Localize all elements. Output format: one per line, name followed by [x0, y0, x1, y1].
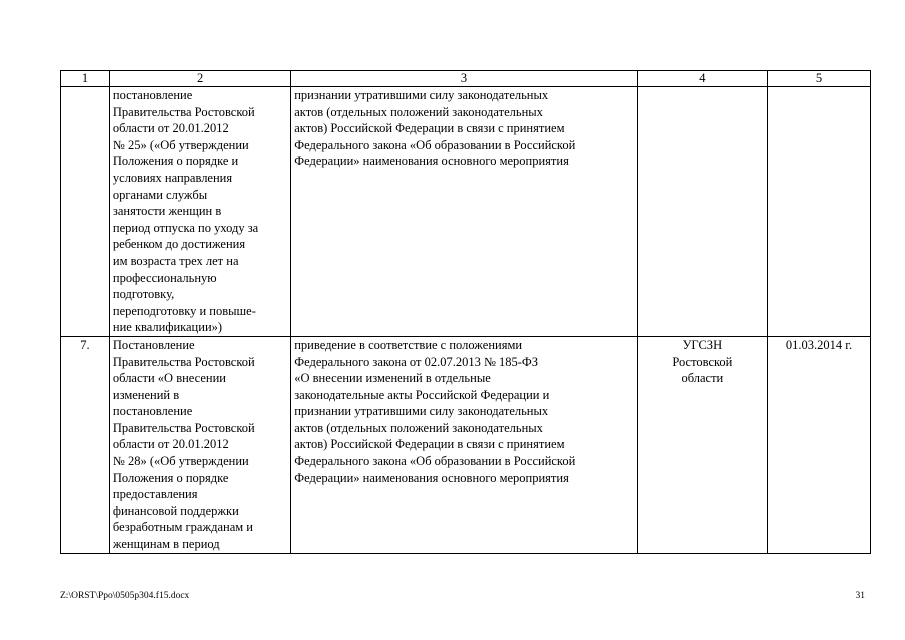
document-text-line: области «О внесении [112, 371, 226, 386]
document-text-line: им возраста трех лет на [112, 253, 239, 268]
description-text-line: Федерального закона «Об образовании в Российской [294, 137, 576, 152]
cell-date: 01.03.2014 г. [768, 336, 871, 553]
document-text-line: занятости женщин в [112, 204, 222, 219]
footer-file-path: Z:\ORST\Ppo\0505p304.f15.docx [60, 591, 190, 601]
cell-document [109, 336, 290, 553]
document-text-line: постановление [112, 88, 193, 102]
cell-number [61, 87, 110, 337]
column-header-1: 1 [61, 71, 110, 87]
description-text-line: актов) Российской Федерации в связи с принятием [294, 121, 565, 136]
document-text-line: области от 20.01.2012 [112, 121, 229, 136]
document-text-line: ние квалификации») [112, 320, 223, 335]
column-header-2: 2 [109, 71, 290, 87]
document-text-line: Правительства Ростовской [112, 354, 255, 369]
document-text-line: женщинам в период [112, 537, 220, 552]
document-text-line: № 28» («Об утверждении [112, 454, 249, 469]
responsible-text-line: Ростовской [672, 354, 733, 369]
document-text-line: безработным гражданам и [112, 520, 253, 535]
document-text-line: Положения о порядке [112, 470, 229, 485]
description-text-line: приведение в соответствие с положениями [294, 337, 523, 352]
column-header-5: 5 [768, 71, 871, 87]
document-text-line: Положения о порядке и [112, 154, 239, 169]
page-number: 31 [855, 591, 865, 601]
description-text-line: актов (отдельных положений законодательных [294, 104, 543, 119]
description-text-line: Федерального закона от 02.07.2013 № 185-ФЗ [294, 354, 539, 369]
document-text-line: условиях направления [112, 170, 233, 185]
responsible-text-line: УГСЗН [682, 337, 723, 352]
responsible-text-line: области [681, 371, 724, 386]
document-text-line: изменений в [112, 387, 180, 402]
description-text-line: Федерации» наименования основного мероприятия [294, 470, 569, 485]
document-text-line: Постановление [112, 337, 195, 352]
document-text-line: Правительства Ростовской [112, 104, 255, 119]
description-text-line: признании утратившими силу законодательных [294, 404, 549, 419]
table-row [61, 336, 871, 553]
table-body [61, 87, 871, 554]
cell-description [291, 87, 637, 337]
document-text-line: ребенком до достижения [112, 237, 246, 252]
description-text-line: «О внесении изменений в отдельные [294, 371, 491, 386]
table-row [61, 87, 871, 337]
document-text-line: период отпуска по уходу за [112, 220, 259, 235]
description-text-line: Федерального закона «Об образовании в Российской [294, 454, 576, 469]
column-header-3: 3 [291, 71, 637, 87]
description-text-line: актов) Российской Федерации в связи с принятием [294, 437, 565, 452]
document-text-line: профессиональную [112, 270, 217, 285]
document-text-line: переподготовку и повыше- [112, 303, 256, 318]
description-text-line: актов (отдельных положений законодательных [294, 420, 543, 435]
column-header-4: 4 [637, 71, 767, 87]
document-text-line: предоставления [112, 487, 198, 502]
cell-responsible [637, 336, 767, 553]
document-text-line: подготовку, [112, 287, 175, 302]
document-text-line: органами службы [112, 187, 208, 202]
cell-number: 7. [61, 336, 110, 553]
document-text-line: постановление [112, 404, 193, 419]
document-table [60, 70, 871, 554]
cell-document [109, 87, 290, 337]
cell-description [291, 336, 637, 553]
table-header [61, 71, 871, 87]
document-text-line: области от 20.01.2012 [112, 437, 229, 452]
description-text-line: Федерации» наименования основного мероприятия [294, 154, 569, 169]
description-text-line: законодательные акты Российской Федерации и [294, 387, 550, 402]
cell-date [768, 87, 871, 337]
document-text-line: финансовой поддержки [112, 503, 239, 518]
description-text-line: признании утратившими силу законодательных [294, 88, 549, 102]
cell-responsible [637, 87, 767, 337]
document-text-line: № 25» («Об утверждении [112, 137, 249, 152]
document-text-line: Правительства Ростовской [112, 420, 255, 435]
